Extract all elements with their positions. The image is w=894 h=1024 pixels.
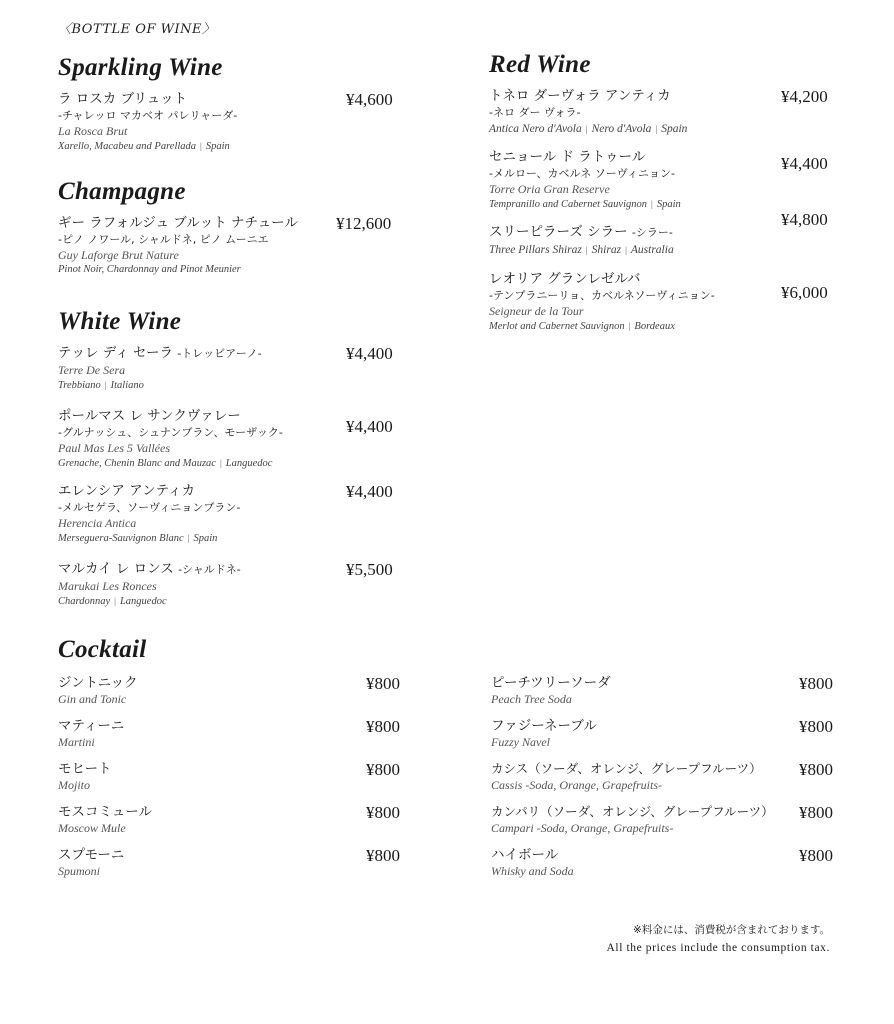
item-grape: Pinot Noir, Chardonnay and Pinot Meunier [58, 264, 241, 275]
menu-item [489, 210, 844, 258]
item-jp-grape: -グルナッシュ、シュナンブラン、モーザック- [58, 426, 283, 439]
menu-item [58, 90, 408, 154]
item-en-name: Antica Nero d'Avola [489, 123, 582, 135]
item-price: ¥12,600 [336, 214, 392, 233]
item-price: ¥6,000 [781, 283, 828, 302]
item-jp-name: モスコミュール [58, 804, 152, 820]
item-price: ¥4,200 [781, 87, 828, 106]
item-jp-grape: -ネロ ダー ヴォラ- [489, 106, 581, 119]
item-grape-text: Trebbiano [58, 380, 101, 391]
separator: | [104, 380, 107, 390]
menu-item [58, 344, 408, 393]
white-title: White Wine [58, 308, 182, 335]
item-price: ¥800 [799, 760, 833, 779]
separator: | [625, 245, 627, 255]
item-price: ¥5,500 [346, 560, 393, 579]
item-price: ¥4,600 [346, 90, 393, 109]
item-en-name: Gin and Tonic [58, 692, 127, 706]
item-jp-grape: -チャレッロ マカベオ パレリャーダ- [58, 109, 238, 122]
cocktail-item [491, 760, 846, 803]
item-en-name: Cassis -Soda, Orange, Grapefruits- [491, 778, 663, 792]
cocktail-item [58, 846, 418, 889]
item-jp-sub: -トレッビアーノ- [177, 347, 262, 360]
item-en-name: Paul Mas Les 5 Vallées [58, 441, 170, 455]
champagne-title: Champagne [58, 178, 186, 205]
item-origin: Italiano [110, 380, 144, 391]
separator: | [585, 245, 588, 255]
item-jp-name: マティーニ [58, 718, 125, 734]
item-jp-name: セニョール ド ラトゥール [489, 149, 646, 165]
menu-item [489, 148, 844, 212]
item-jp-name: ファジーネーブル [491, 718, 597, 734]
item-grape [58, 378, 408, 393]
item-jp-name: ポールマス レ サンクヴァレー [58, 408, 241, 424]
item-en-name: Marukai Les Ronces [58, 579, 157, 593]
item-grape [58, 531, 408, 546]
item-en-name: La Rosca Brut [58, 124, 128, 138]
item-price: ¥800 [799, 674, 833, 693]
item-jp-name: カシス（ソーダ、オレンジ、グレープフルーツ） [491, 761, 762, 776]
menu-item [489, 87, 844, 137]
cocktail-item [491, 674, 846, 717]
cocktail-title: Cocktail [58, 636, 147, 663]
item-price: ¥800 [366, 717, 400, 736]
item-jp-name: ハイボール [491, 847, 559, 863]
item-grape [489, 121, 844, 137]
item-price: ¥4,800 [781, 210, 828, 229]
item-price: ¥800 [799, 803, 833, 822]
item-jp-name: レオリア グランレゼルバ [489, 271, 641, 287]
item-jp-grape: -メルセゲラ、ソーヴィニョンブラン- [58, 501, 241, 514]
item-en-name: Mojito [58, 778, 90, 792]
separator: | [114, 596, 116, 606]
item-origin: Spain [193, 533, 218, 544]
item-jp-sub: -シラー- [631, 226, 673, 239]
sparkling-section [58, 54, 408, 166]
item-jp-name: モヒート [58, 761, 112, 777]
item-price: ¥800 [366, 803, 400, 822]
item-jp-main: スリーピラーズ シラー [489, 224, 628, 240]
item-en-name: Seigneur de la Tour [489, 304, 584, 318]
item-jp-main: マルカイ レ ロンス [58, 561, 174, 577]
item-en-name: Fuzzy Navel [491, 735, 550, 749]
cocktail-item [58, 803, 418, 846]
separator: | [628, 321, 631, 331]
cocktail-item [491, 803, 846, 846]
cocktail-item [58, 674, 418, 717]
item-en-name: Herencia Antica [58, 516, 137, 530]
item-price: ¥800 [799, 717, 833, 736]
sparkling-title: Sparkling Wine [58, 54, 223, 81]
item-price: ¥4,400 [346, 417, 393, 436]
item-grape-text: Shiraz [591, 244, 622, 256]
item-origin: Languedoc [119, 596, 167, 607]
item-origin: Bordeaux [634, 321, 675, 332]
separator: | [219, 458, 222, 468]
item-grape-text: Tempranillo and Cabernet Sauvignon [489, 199, 647, 210]
item-jp-name: カンパリ（ソーダ、オレンジ、グレープフルーツ） [491, 804, 774, 819]
item-grape-text: Merlot and Cabernet Sauvignon [489, 321, 625, 332]
menu-item [58, 560, 408, 609]
item-grape [58, 456, 408, 471]
item-grape [489, 242, 844, 258]
item-en-name: Guy Laforge Brut Nature [58, 248, 179, 262]
item-en-name: Moscow Mule [58, 821, 126, 835]
menu-item [58, 482, 408, 546]
item-jp-sub: -シャルドネ- [178, 563, 241, 576]
separator: | [585, 124, 588, 134]
item-jp-name: エレンシア アンティカ [58, 483, 195, 499]
item-en-name: Torre Oria Gran Reserve [489, 182, 610, 196]
item-en-name: Spumoni [58, 864, 100, 878]
red-section [489, 51, 844, 346]
item-price: ¥4,400 [346, 482, 393, 501]
separator: | [655, 124, 658, 134]
item-jp-name: ピーチツリーソーダ [491, 675, 611, 691]
menu-item [489, 270, 844, 334]
white-section [58, 308, 408, 621]
tax-note-jp: ※料金には、消費税が含まれております。 [633, 924, 830, 936]
cocktail-item [491, 846, 846, 889]
item-grape [58, 139, 408, 154]
item-en-name: Terre De Sera [58, 363, 126, 377]
item-grape-text: Merseguera-Sauvignon Blanc [58, 533, 184, 544]
menu-item [58, 407, 408, 471]
item-jp-grape: -メルロー、カベルネ ソーヴィニョン- [489, 167, 676, 180]
item-price: ¥4,400 [346, 344, 393, 363]
item-en-name: Campari -Soda, Orange, Grapefruits- [491, 821, 674, 835]
item-price: ¥800 [799, 846, 833, 865]
item-price: ¥800 [366, 846, 400, 865]
menu-item [58, 214, 408, 277]
separator: | [651, 199, 653, 209]
item-jp-name: ラ ロスカ ブリュット [58, 91, 188, 107]
item-origin: Spain [205, 141, 230, 152]
item-jp-name: トネロ ダーヴォラ アンティカ [489, 88, 671, 104]
item-grape-text: Chardonnay [58, 596, 111, 607]
item-jp-name: ギー ラフォルジュ ブルット ナチュール [58, 215, 298, 231]
item-jp-grape: -テンプラニーリョ、カベルネソーヴィニョン- [489, 289, 715, 302]
bottle-of-wine-label: 〈BOTTLE OF WINE〉 [58, 22, 216, 37]
tax-note [607, 921, 831, 957]
item-jp-grape: -ピノ ノワール, シャルドネ, ピノ ムーニエ [58, 233, 269, 246]
item-jp-name: スプモーニ [58, 847, 125, 863]
separator: | [200, 141, 202, 151]
item-grape-text: Grenache, Chenin Blanc and Mauzac [58, 458, 216, 469]
cocktail-item [491, 717, 846, 760]
cocktail-item [58, 760, 418, 803]
item-en-name: Peach Tree Soda [491, 692, 572, 706]
cocktail-item [58, 717, 418, 760]
item-origin: Spain [661, 123, 688, 135]
item-grape-text: Nero d'Avola [591, 123, 652, 135]
item-en-name: Whisky and Soda [491, 864, 574, 878]
item-origin: Languedoc [225, 458, 273, 469]
item-en-name: Martini [58, 735, 95, 749]
item-jp-main: テッレ ディ セーラ [58, 345, 173, 361]
item-origin: Spain [656, 199, 681, 210]
cocktail-right-list [491, 674, 846, 889]
red-title: Red Wine [489, 51, 591, 78]
item-grape [58, 594, 408, 609]
tax-note-en: All the prices include the consumption tax. [606, 942, 830, 954]
item-grape [489, 319, 844, 334]
item-price: ¥800 [366, 760, 400, 779]
item-en-name: Three Pillars Shiraz [489, 244, 582, 256]
cocktail-section [58, 636, 418, 889]
cocktail-left-list [58, 674, 418, 889]
item-price: ¥4,400 [781, 154, 828, 173]
champagne-section [58, 178, 408, 289]
separator: | [187, 533, 190, 543]
item-price: ¥800 [366, 674, 400, 693]
item-grape-text: Xarello, Macabeu and Parellada [58, 141, 197, 152]
item-jp-name: ジントニック [58, 675, 138, 691]
item-origin: Australia [630, 244, 674, 256]
